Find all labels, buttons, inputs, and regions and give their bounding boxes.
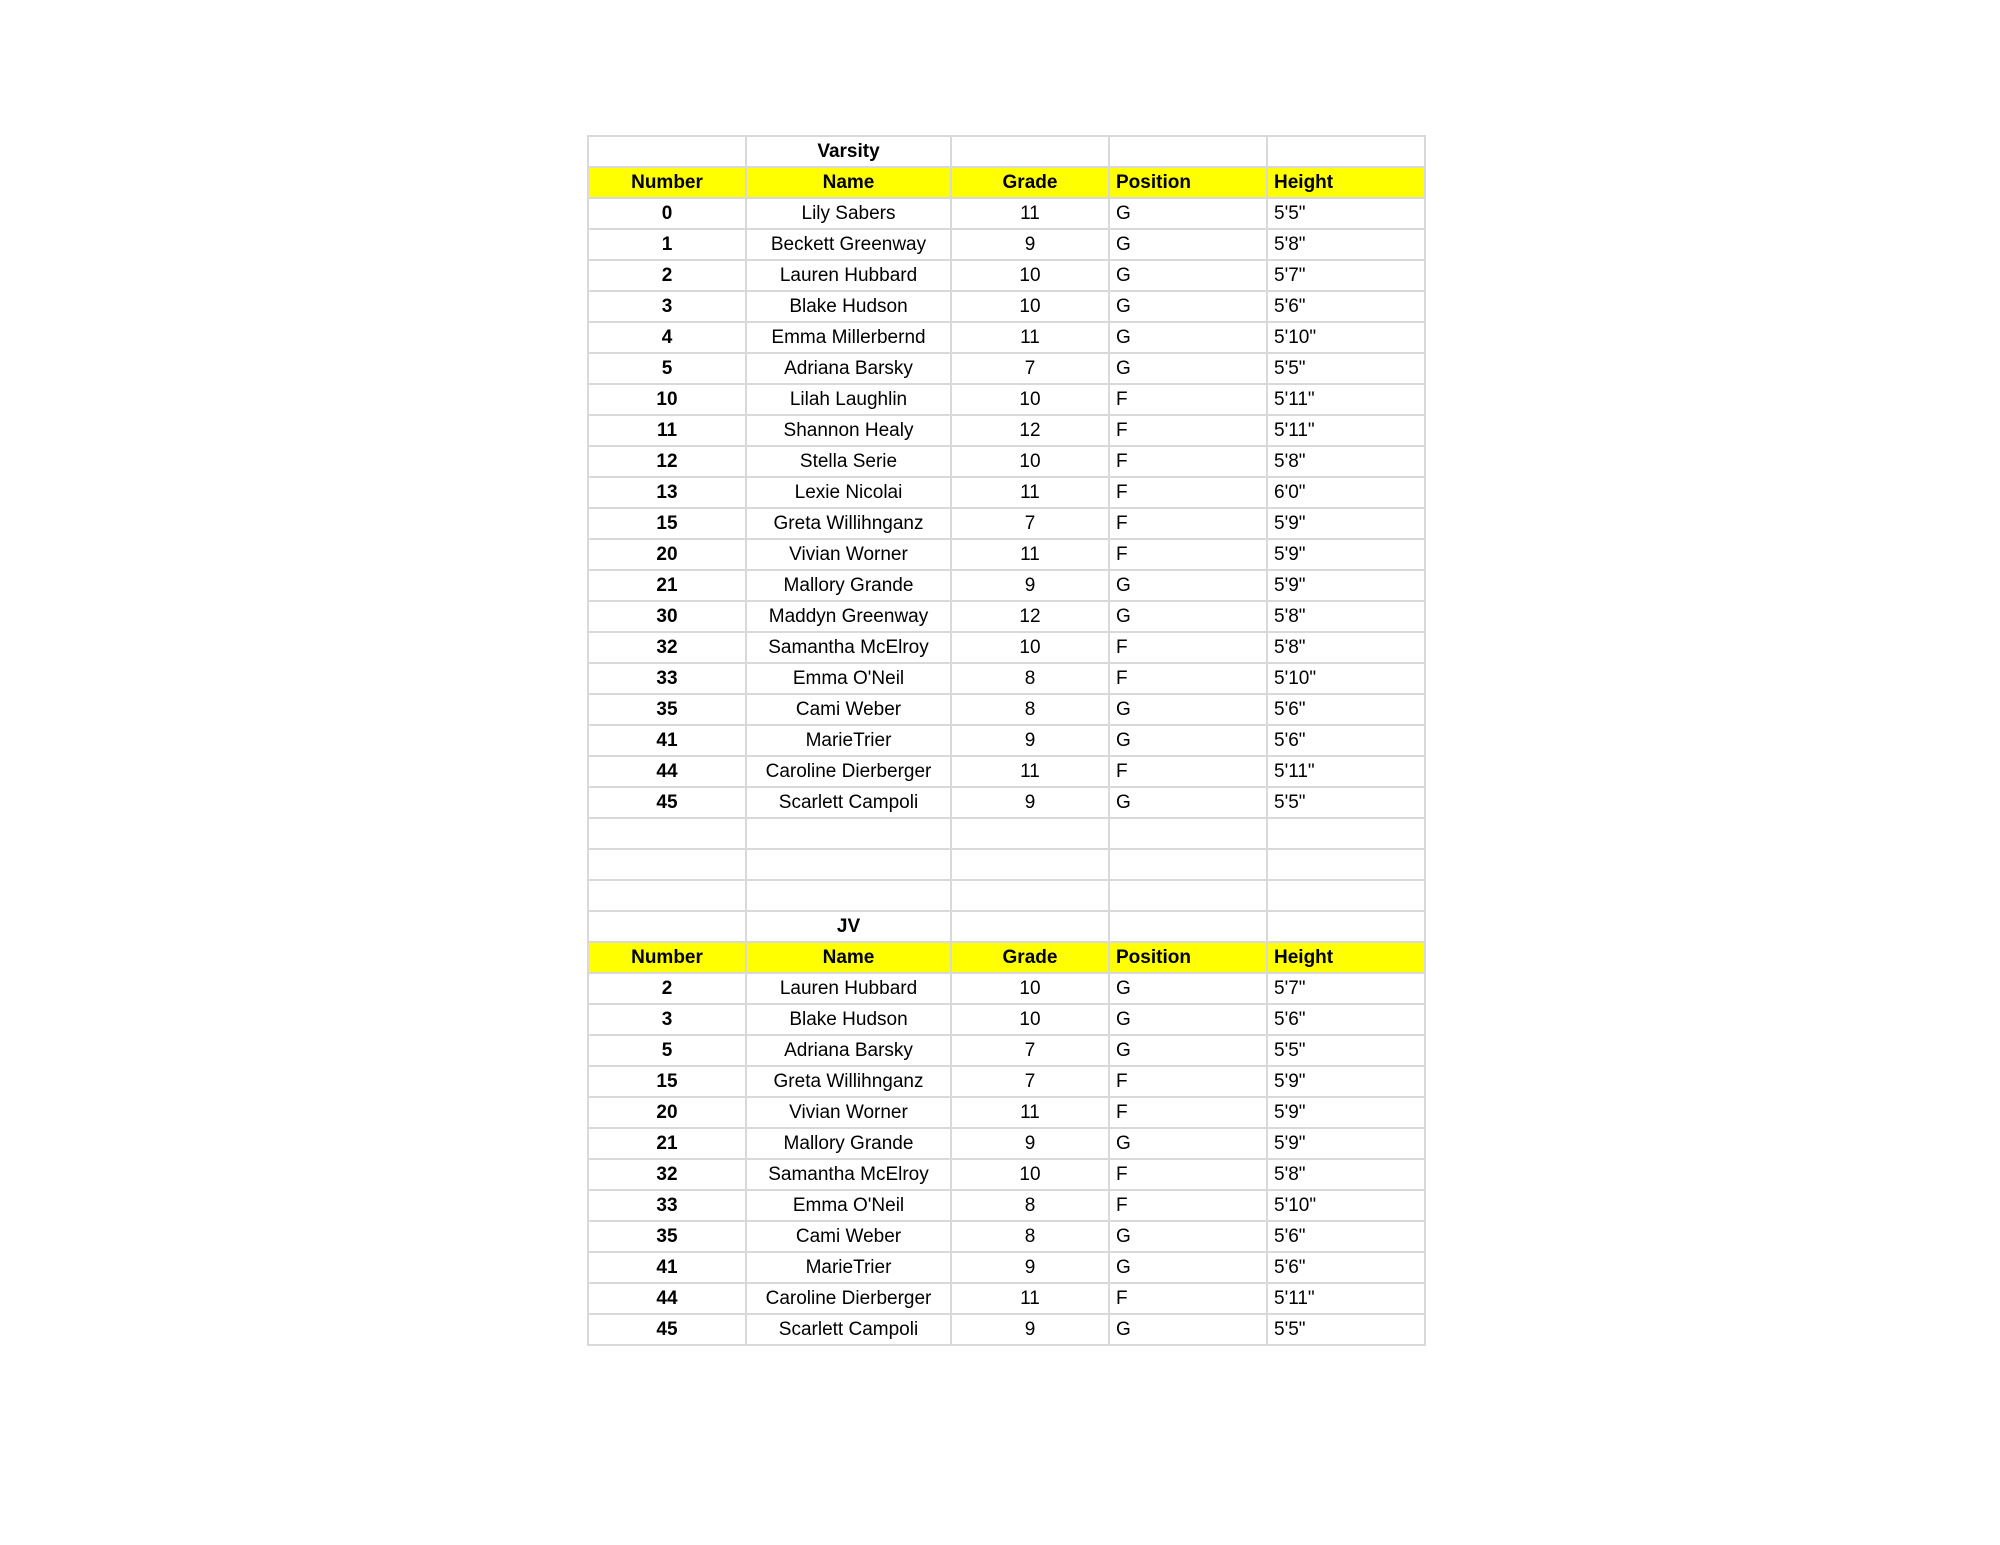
player-position: G xyxy=(1109,1004,1267,1035)
player-row xyxy=(588,1314,1425,1345)
player-position: F xyxy=(1109,1190,1267,1221)
player-grade: 12 xyxy=(951,601,1109,632)
empty-row xyxy=(588,818,1425,849)
empty-cell xyxy=(588,136,746,167)
player-height: 5'8" xyxy=(1267,1159,1425,1190)
player-height: 5'8" xyxy=(1267,229,1425,260)
player-row xyxy=(588,1128,1425,1159)
player-row xyxy=(588,384,1425,415)
empty-cell xyxy=(588,818,746,849)
player-number: 44 xyxy=(588,756,746,787)
empty-cell xyxy=(951,818,1109,849)
player-position: G xyxy=(1109,694,1267,725)
player-number: 30 xyxy=(588,601,746,632)
player-name: Vivian Worner xyxy=(746,539,951,570)
player-grade: 9 xyxy=(951,229,1109,260)
player-name: Blake Hudson xyxy=(746,1004,951,1035)
player-name: Blake Hudson xyxy=(746,291,951,322)
player-row xyxy=(588,539,1425,570)
player-grade: 9 xyxy=(951,1314,1109,1345)
player-height: 5'6" xyxy=(1267,725,1425,756)
player-grade: 11 xyxy=(951,1283,1109,1314)
player-grade: 12 xyxy=(951,415,1109,446)
column-header-grade: Grade xyxy=(951,942,1109,973)
player-grade: 11 xyxy=(951,477,1109,508)
player-number: 44 xyxy=(588,1283,746,1314)
player-row xyxy=(588,725,1425,756)
player-height: 5'11" xyxy=(1267,415,1425,446)
player-name: Emma O'Neil xyxy=(746,663,951,694)
player-row xyxy=(588,1035,1425,1066)
player-number: 45 xyxy=(588,787,746,818)
player-name: Scarlett Campoli xyxy=(746,787,951,818)
player-height: 5'7" xyxy=(1267,260,1425,291)
player-number: 15 xyxy=(588,1066,746,1097)
player-position: G xyxy=(1109,198,1267,229)
player-number: 20 xyxy=(588,1097,746,1128)
column-header-number: Number xyxy=(588,167,746,198)
player-position: G xyxy=(1109,353,1267,384)
player-height: 5'8" xyxy=(1267,446,1425,477)
player-position: G xyxy=(1109,973,1267,1004)
player-grade: 9 xyxy=(951,1128,1109,1159)
empty-cell xyxy=(588,880,746,911)
player-grade: 8 xyxy=(951,663,1109,694)
player-grade: 10 xyxy=(951,384,1109,415)
section-title: Varsity xyxy=(746,136,951,167)
player-position: G xyxy=(1109,725,1267,756)
player-number: 5 xyxy=(588,353,746,384)
player-name: Greta Willihnganz xyxy=(746,1066,951,1097)
player-number: 32 xyxy=(588,1159,746,1190)
player-height: 5'7" xyxy=(1267,973,1425,1004)
player-height: 5'6" xyxy=(1267,291,1425,322)
player-height: 5'11" xyxy=(1267,1283,1425,1314)
player-row xyxy=(588,322,1425,353)
player-row xyxy=(588,415,1425,446)
player-number: 21 xyxy=(588,570,746,601)
player-name: Lauren Hubbard xyxy=(746,973,951,1004)
player-number: 4 xyxy=(588,322,746,353)
player-name: Lexie Nicolai xyxy=(746,477,951,508)
player-grade: 10 xyxy=(951,632,1109,663)
player-row xyxy=(588,663,1425,694)
empty-cell xyxy=(588,849,746,880)
player-name: Samantha McElroy xyxy=(746,1159,951,1190)
player-row xyxy=(588,508,1425,539)
player-name: Shannon Healy xyxy=(746,415,951,446)
player-height: 5'6" xyxy=(1267,1221,1425,1252)
player-number: 41 xyxy=(588,725,746,756)
column-header-grade: Grade xyxy=(951,167,1109,198)
player-name: Cami Weber xyxy=(746,1221,951,1252)
empty-cell xyxy=(1109,818,1267,849)
player-position: F xyxy=(1109,1066,1267,1097)
player-number: 32 xyxy=(588,632,746,663)
section-title-row xyxy=(588,136,1425,167)
empty-row xyxy=(588,849,1425,880)
player-row xyxy=(588,229,1425,260)
empty-cell xyxy=(1267,911,1425,942)
player-name: Stella Serie xyxy=(746,446,951,477)
player-height: 5'8" xyxy=(1267,601,1425,632)
player-row xyxy=(588,1066,1425,1097)
empty-cell xyxy=(746,818,951,849)
empty-cell xyxy=(1109,911,1267,942)
player-grade: 9 xyxy=(951,1252,1109,1283)
player-name: Emma O'Neil xyxy=(746,1190,951,1221)
player-height: 5'5" xyxy=(1267,198,1425,229)
player-height: 5'10" xyxy=(1267,322,1425,353)
player-name: Greta Willihnganz xyxy=(746,508,951,539)
player-number: 0 xyxy=(588,198,746,229)
player-position: G xyxy=(1109,1128,1267,1159)
player-position: G xyxy=(1109,787,1267,818)
player-row xyxy=(588,694,1425,725)
player-row xyxy=(588,601,1425,632)
player-grade: 11 xyxy=(951,756,1109,787)
player-position: F xyxy=(1109,415,1267,446)
player-grade: 10 xyxy=(951,291,1109,322)
player-position: F xyxy=(1109,1159,1267,1190)
column-header-position: Position xyxy=(1109,942,1267,973)
player-height: 5'6" xyxy=(1267,1252,1425,1283)
player-row xyxy=(588,570,1425,601)
empty-cell xyxy=(746,849,951,880)
player-name: Caroline Dierberger xyxy=(746,756,951,787)
empty-cell xyxy=(951,849,1109,880)
player-number: 20 xyxy=(588,539,746,570)
player-grade: 8 xyxy=(951,1221,1109,1252)
player-name: Maddyn Greenway xyxy=(746,601,951,632)
player-name: Cami Weber xyxy=(746,694,951,725)
player-name: Lily Sabers xyxy=(746,198,951,229)
player-height: 5'10" xyxy=(1267,1190,1425,1221)
player-position: G xyxy=(1109,1314,1267,1345)
player-name: Adriana Barsky xyxy=(746,353,951,384)
player-number: 15 xyxy=(588,508,746,539)
player-row xyxy=(588,756,1425,787)
player-number: 1 xyxy=(588,229,746,260)
player-grade: 8 xyxy=(951,1190,1109,1221)
player-position: F xyxy=(1109,1283,1267,1314)
player-position: F xyxy=(1109,477,1267,508)
player-position: F xyxy=(1109,756,1267,787)
empty-cell xyxy=(951,880,1109,911)
player-row xyxy=(588,973,1425,1004)
player-number: 21 xyxy=(588,1128,746,1159)
player-position: F xyxy=(1109,632,1267,663)
column-header-name: Name xyxy=(746,942,951,973)
player-row xyxy=(588,787,1425,818)
player-grade: 9 xyxy=(951,787,1109,818)
player-number: 3 xyxy=(588,1004,746,1035)
player-position: G xyxy=(1109,260,1267,291)
player-position: F xyxy=(1109,384,1267,415)
player-height: 5'11" xyxy=(1267,384,1425,415)
player-grade: 10 xyxy=(951,973,1109,1004)
player-row xyxy=(588,1283,1425,1314)
player-row xyxy=(588,1159,1425,1190)
empty-cell xyxy=(1267,818,1425,849)
player-number: 3 xyxy=(588,291,746,322)
player-number: 35 xyxy=(588,1221,746,1252)
player-height: 5'5" xyxy=(1267,1314,1425,1345)
empty-cell xyxy=(746,880,951,911)
column-header-height: Height xyxy=(1267,942,1425,973)
player-grade: 11 xyxy=(951,322,1109,353)
player-position: G xyxy=(1109,322,1267,353)
player-position: F xyxy=(1109,663,1267,694)
player-height: 5'10" xyxy=(1267,663,1425,694)
player-grade: 7 xyxy=(951,1035,1109,1066)
player-number: 45 xyxy=(588,1314,746,1345)
empty-cell xyxy=(951,136,1109,167)
player-position: F xyxy=(1109,446,1267,477)
player-name: Adriana Barsky xyxy=(746,1035,951,1066)
player-height: 5'9" xyxy=(1267,570,1425,601)
player-grade: 7 xyxy=(951,1066,1109,1097)
player-height: 5'9" xyxy=(1267,1066,1425,1097)
player-name: Mallory Grande xyxy=(746,570,951,601)
player-height: 5'9" xyxy=(1267,1097,1425,1128)
player-grade: 8 xyxy=(951,694,1109,725)
empty-cell xyxy=(1109,880,1267,911)
player-number: 13 xyxy=(588,477,746,508)
player-height: 5'9" xyxy=(1267,539,1425,570)
player-row xyxy=(588,1252,1425,1283)
player-row xyxy=(588,632,1425,663)
player-grade: 11 xyxy=(951,539,1109,570)
empty-cell xyxy=(1267,136,1425,167)
player-height: 5'6" xyxy=(1267,1004,1425,1035)
player-grade: 10 xyxy=(951,1004,1109,1035)
player-height: 5'9" xyxy=(1267,1128,1425,1159)
column-header-row xyxy=(588,942,1425,973)
player-number: 11 xyxy=(588,415,746,446)
player-name: MarieTrier xyxy=(746,1252,951,1283)
player-row xyxy=(588,1004,1425,1035)
empty-cell xyxy=(1109,849,1267,880)
player-number: 33 xyxy=(588,1190,746,1221)
player-position: G xyxy=(1109,229,1267,260)
player-row xyxy=(588,198,1425,229)
player-position: G xyxy=(1109,1221,1267,1252)
player-row xyxy=(588,260,1425,291)
player-name: Caroline Dierberger xyxy=(746,1283,951,1314)
column-header-row xyxy=(588,167,1425,198)
player-height: 5'9" xyxy=(1267,508,1425,539)
player-height: 5'8" xyxy=(1267,632,1425,663)
player-number: 35 xyxy=(588,694,746,725)
player-height: 5'5" xyxy=(1267,353,1425,384)
column-header-position: Position xyxy=(1109,167,1267,198)
player-row xyxy=(588,446,1425,477)
empty-cell xyxy=(1109,136,1267,167)
player-name: Samantha McElroy xyxy=(746,632,951,663)
player-row xyxy=(588,1221,1425,1252)
roster-sheet xyxy=(587,135,1426,1346)
player-position: G xyxy=(1109,1035,1267,1066)
player-number: 41 xyxy=(588,1252,746,1283)
player-name: MarieTrier xyxy=(746,725,951,756)
column-header-number: Number xyxy=(588,942,746,973)
player-row xyxy=(588,291,1425,322)
player-height: 5'11" xyxy=(1267,756,1425,787)
player-position: G xyxy=(1109,291,1267,322)
player-name: Emma Millerbernd xyxy=(746,322,951,353)
player-row xyxy=(588,477,1425,508)
player-number: 12 xyxy=(588,446,746,477)
player-height: 5'5" xyxy=(1267,787,1425,818)
player-number: 2 xyxy=(588,260,746,291)
player-position: F xyxy=(1109,1097,1267,1128)
player-position: G xyxy=(1109,601,1267,632)
empty-cell xyxy=(1267,880,1425,911)
empty-cell xyxy=(588,911,746,942)
player-name: Lilah Laughlin xyxy=(746,384,951,415)
player-grade: 10 xyxy=(951,260,1109,291)
player-position: F xyxy=(1109,508,1267,539)
player-height: 6'0" xyxy=(1267,477,1425,508)
player-grade: 10 xyxy=(951,446,1109,477)
section-title: JV xyxy=(746,911,951,942)
empty-row xyxy=(588,880,1425,911)
section-title-row xyxy=(588,911,1425,942)
player-height: 5'5" xyxy=(1267,1035,1425,1066)
player-number: 2 xyxy=(588,973,746,1004)
player-name: Scarlett Campoli xyxy=(746,1314,951,1345)
player-row xyxy=(588,1190,1425,1221)
player-number: 10 xyxy=(588,384,746,415)
empty-cell xyxy=(951,911,1109,942)
player-name: Lauren Hubbard xyxy=(746,260,951,291)
column-header-height: Height xyxy=(1267,167,1425,198)
player-grade: 9 xyxy=(951,725,1109,756)
player-name: Mallory Grande xyxy=(746,1128,951,1159)
column-header-name: Name xyxy=(746,167,951,198)
player-position: G xyxy=(1109,570,1267,601)
player-grade: 9 xyxy=(951,570,1109,601)
player-position: G xyxy=(1109,1252,1267,1283)
player-name: Beckett Greenway xyxy=(746,229,951,260)
player-number: 5 xyxy=(588,1035,746,1066)
player-row xyxy=(588,1097,1425,1128)
player-grade: 11 xyxy=(951,198,1109,229)
player-number: 33 xyxy=(588,663,746,694)
player-height: 5'6" xyxy=(1267,694,1425,725)
empty-cell xyxy=(1267,849,1425,880)
player-row xyxy=(588,353,1425,384)
player-grade: 10 xyxy=(951,1159,1109,1190)
player-name: Vivian Worner xyxy=(746,1097,951,1128)
player-position: F xyxy=(1109,539,1267,570)
roster-sheet-body xyxy=(588,136,1425,1345)
player-grade: 11 xyxy=(951,1097,1109,1128)
player-grade: 7 xyxy=(951,508,1109,539)
player-grade: 7 xyxy=(951,353,1109,384)
